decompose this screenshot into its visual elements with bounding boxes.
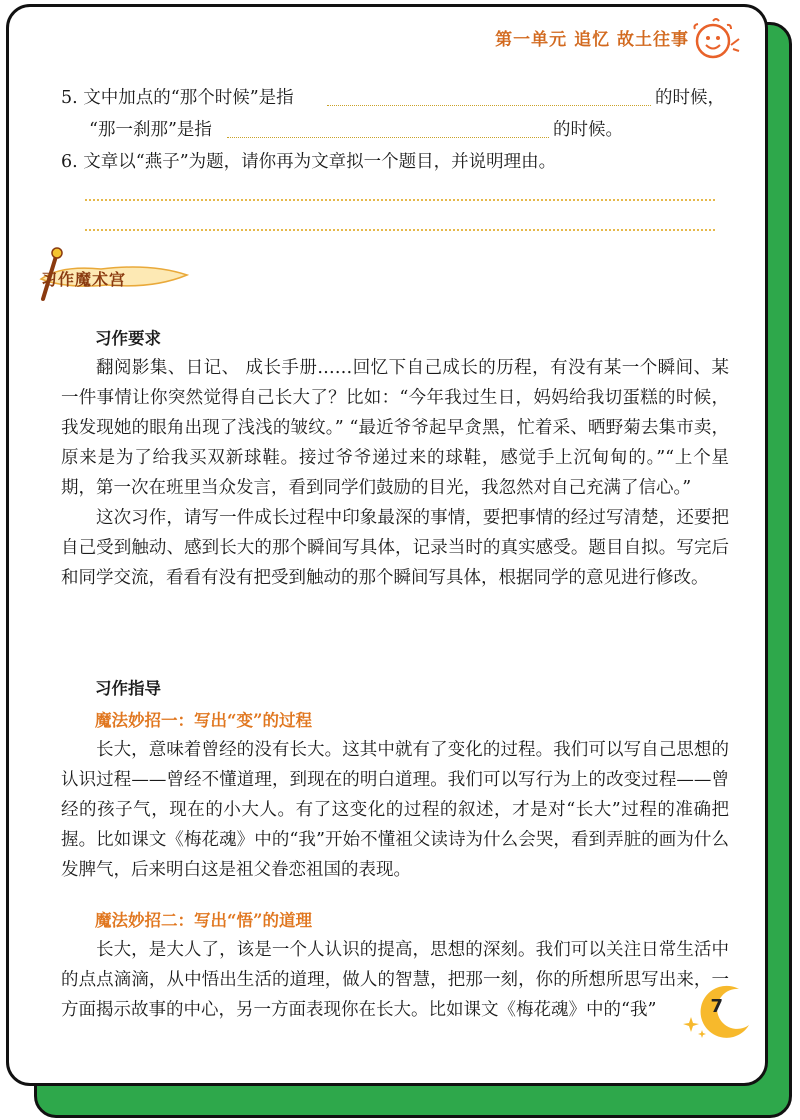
- question-5b-suffix: 的时候。: [553, 120, 623, 140]
- requirement-heading: 习作要求: [95, 329, 161, 348]
- question-5a-suffix: 的时候，: [655, 88, 725, 108]
- requirement-paragraph-2: 这次习作，请写一件成长过程中印象最深的事情，要把事情的经过写清楚，还要把自己受到触动、感到长大的那个瞬间写具体，记录当时的真实感受。题目自拟。写完后和同学交流，看看有没有把受到触动的那个瞬间写具体，根据同学的意见进行修改。: [61, 508, 729, 588]
- book-page: [6, 4, 768, 1086]
- question-6: 6. 文章以“燕子”为题，请你再为文章拟一个题目，并说明理由。: [61, 152, 557, 172]
- unit-header: 第一单元 追忆 故土往事: [495, 30, 689, 50]
- requirement-paragraph-1: 翻阅影集、日记、 成长手册……回忆下自己成长的历程，有没有某一个瞬间、某一件事情让你突然觉得自己长大了？比如：“今年我过生日，妈妈给我切蛋糕的时候，我发现她的眼角出现了浅浅的皱纹。” “最近爷爷起早贪黑，忙着采、晒野菊去集市卖，原来是为了给我买双新球鞋。接过爷爷递过来的球鞋，感觉手上沉甸甸的。”“上个星期，第一次在班里当众发言，看到同学们鼓励的目光，我忽然对自己充满了信心。”: [61, 358, 729, 498]
- smiley-sun-icon: [687, 15, 743, 71]
- guide-paragraph-2-wrap: [61, 935, 729, 1025]
- question-5a: [61, 83, 729, 113]
- guide-paragraph-2: 长大，是大人了，该是一个人认识的提高，思想的深刻。我们可以关注日常生活中的点点滴滴，从中悟出生活的道理，做人的智慧，把那一刻，你的所想所思写出来，一方面揭示故事的中心，另一方面表现你在长大。比如课文《梅花魂》中的“我”: [61, 940, 729, 1020]
- answer-line-5a[interactable]: [327, 105, 651, 106]
- question-5b: “那一刹那”是指: [89, 120, 212, 140]
- question-5a-text: 5. 文中加点的“那个时候”是指: [61, 88, 294, 108]
- guide-heading: 习作指导: [95, 679, 161, 698]
- guide-paragraph-1: 长大，意味着曾经的没有长大。这其中就有了变化的过程。我们可以写自己思想的认识过程——曾经不懂道理，到现在的明白道理。我们可以写行为上的改变过程——曾经的孩子气，现在的小大人。有了这变化的过程的叙述，才是对“长大”过程的准确把握。比如课文《梅花魂》中的“我”开始不懂祖父读诗为什么会哭，看到弄脏的画为什么发脾气，后来明白这是祖父眷恋祖国的表现。: [61, 740, 729, 880]
- guide-tip-1: 魔法妙招一：写出“变”的过程: [95, 711, 312, 730]
- answer-line-6b[interactable]: [85, 229, 715, 231]
- requirement-body: [61, 353, 729, 593]
- section-banner-title: 习作魔术宫: [41, 270, 127, 289]
- guide-tip-2: 魔法妙招二：写出“悟”的道理: [95, 911, 312, 930]
- guide-paragraph-1-wrap: [61, 735, 729, 885]
- page-number: 7: [710, 996, 723, 1017]
- answer-line-5b[interactable]: [227, 137, 549, 138]
- answer-line-6a[interactable]: [85, 199, 715, 201]
